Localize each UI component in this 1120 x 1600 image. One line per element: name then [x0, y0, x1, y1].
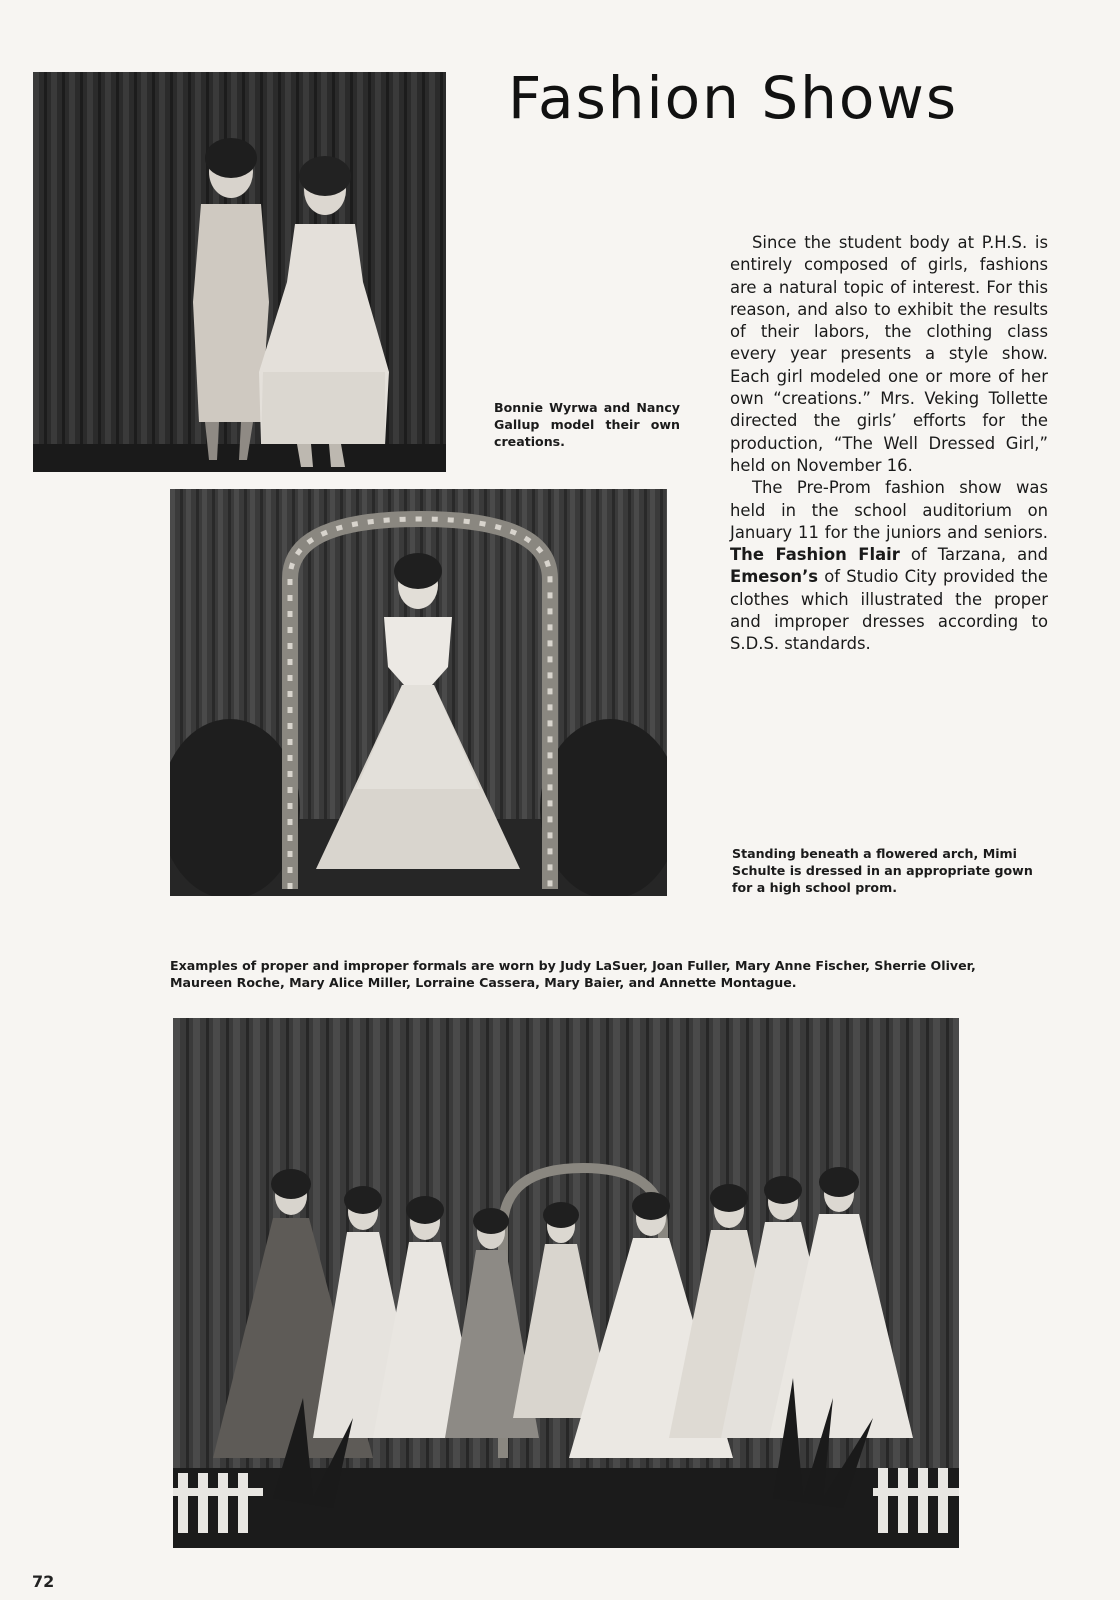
article-paragraph-2 [730, 477, 1048, 655]
caption-photo-two-models: Bonnie Wyrwa and Nancy Gallup model their own creations. [494, 400, 680, 449]
article-body [730, 232, 1048, 656]
paragraph-2-text-c: of Tarzana, and [910, 545, 1048, 565]
photo-two-models [33, 72, 446, 472]
paragraph-2-text-a: The Pre-Prom fashion show was held in the school auditorium on January 11 for the juniors and seniors. [730, 478, 1048, 542]
photo-flowered-arch [170, 489, 667, 896]
article-paragraph-1: Since the student body at P.H.S. is entirely composed of girls, fashions are a natural topic of interest. For this reason, and also to exhibit the results of their labors, the clothing class every year presents a style show. Each girl modeled one or more of her own “creations.” Mrs. Veking Tollette directed the girls’ efforts for the production, “The Well Dressed Girl,” held on November 16. [730, 233, 1048, 475]
paragraph-2-text-e: of Studio City provided the clothes which illustrated the proper and improper dresses according to S.D.S. standards. [730, 567, 1049, 654]
caption-photo-flowered-arch: Standing beneath a flowered arch, Mimi Schulte is dressed in an appropriate gown for a high school prom. [732, 846, 1033, 895]
page-title: Fashion Shows [508, 64, 959, 132]
page-number: 72 [32, 1572, 55, 1591]
caption-photo-group: Examples of proper and improper formals are worn by Judy LaSuer, Joan Fuller, Mary Anne Fischer, Sherrie Oliver, Maureen Roche, Mary Alice Miller, Lorraine Cassera, Mary Baier, and Annette Montague. [170, 958, 976, 990]
sponsor-emesons: Emeson’s [730, 567, 819, 587]
sponsor-fashion-flair: The Fashion Flair [730, 545, 900, 565]
photo-group-formals [173, 1018, 959, 1548]
